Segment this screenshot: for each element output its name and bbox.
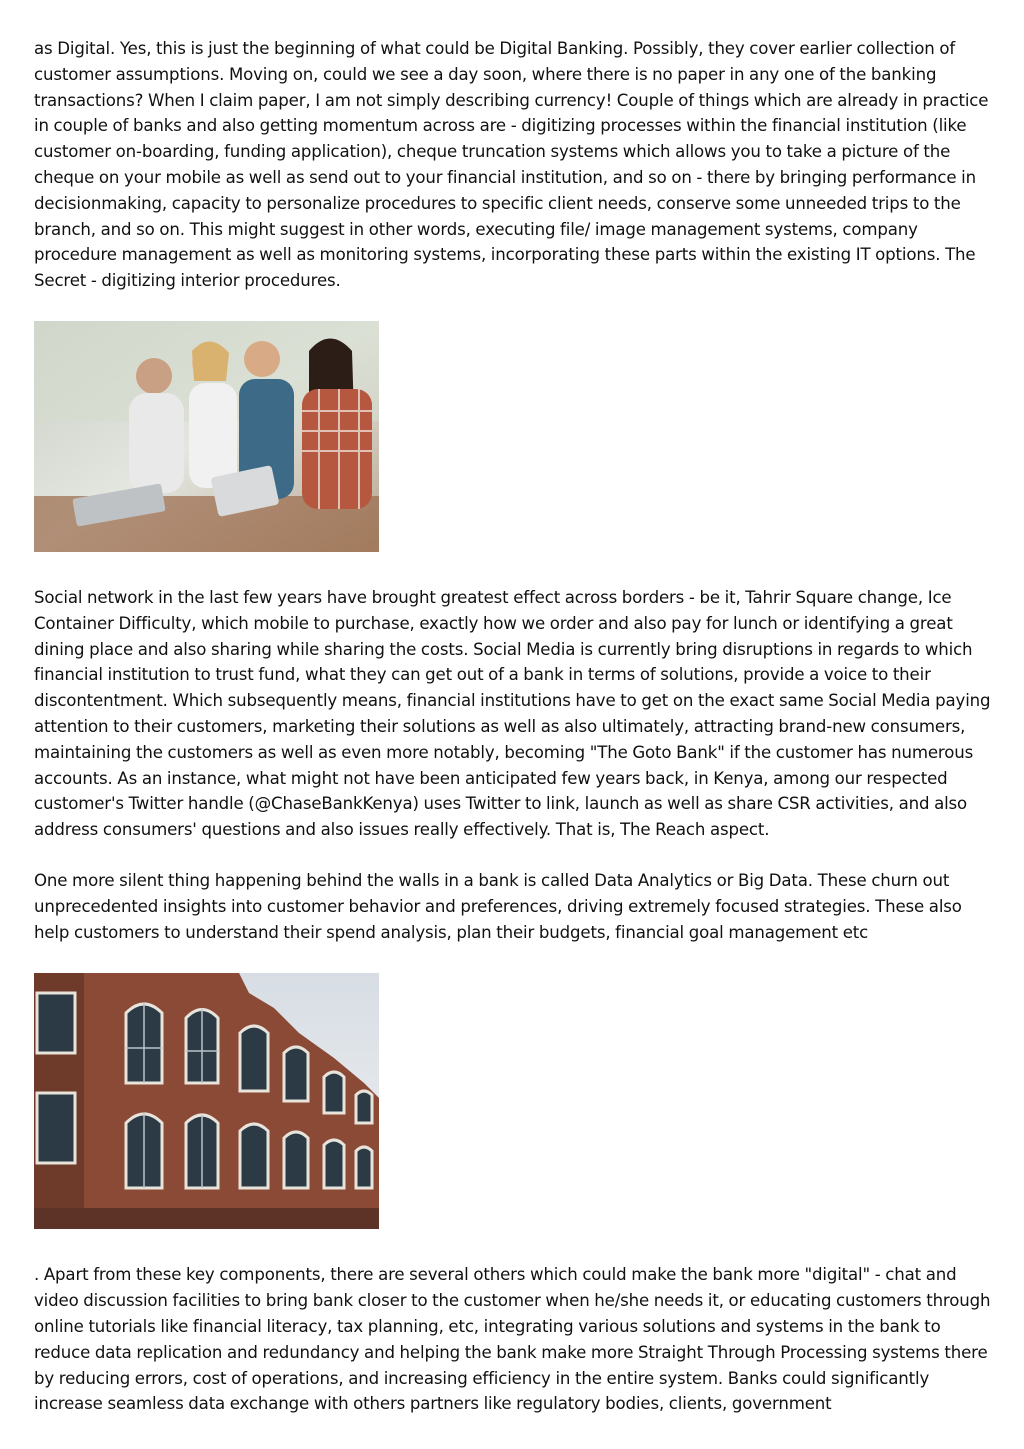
document-page: [34, 36, 994, 1417]
people-with-devices-photo: [34, 321, 379, 552]
paragraph-social-media: Social network in the last few years have brought greatest effect across borders - be it, Tahrir Square change, Ice Container Difficulty, which mobile to purchase, exactly how we order and also pay for lunch or identifying a great dining place and also sharing while sharing the costs. Social Media is currently bring disruptions in regards to which financial institution to trust fund, what they can get out of a bank in terms of solutions, provide a voice to their discontentment. Which subsequently means, financial institutions have to get on the exact same Social Media paying attention to their customers, marketing their solutions as well as also ultimately, attracting brand-new consumers, maintaining the customers as well as even more notably, becoming "The Goto Bank" if the customer has numerous accounts. As an instance, what might not have been anticipated few years back, in Kenya, among our respected customer's Twitter handle (@ChaseBankKenya) uses Twitter to link, launch as well as share CSR activities, and also address consumers' questions and also issues really effectively. That is, The Reach aspect.: [34, 587, 991, 840]
paragraph-data-analytics: One more silent thing happening behind the walls in a bank is called Data Analytics or Big Data. These churn out unprecedented insights into customer behavior and preferences, driving extremely focused strategies. These also help customers to understand their spend analysis, plan their budgets, financial goal management etc: [34, 870, 962, 942]
paragraph-other-components: . Apart from these key components, there are several others which could make the bank more "digital" - chat and video discussion facilities to bring bank closer to the customer when he/she needs it, or educating customers through online tutorials like financial literacy, tax planning, etc, integrating various solutions and systems in the bank to reduce data replication and redundancy and helping the bank make more Straight Through Processing systems there by reducing errors, cost of operations, and increasing efficiency in the entire system. Banks could significantly increase seamless data exchange with others partners like regulatory bodies, clients, government: [34, 1265, 991, 1414]
brick-building-photo: [34, 973, 379, 1229]
paragraph-intro: as Digital. Yes, this is just the beginning of what could be Digital Banking. Possibly, they cover earlier collection of customer assumptions. Moving on, could we see a day soon, where there is no paper in any one of the banking transactions? When I claim paper, I am not simply describing currency! Couple of things which are already in practice in couple of banks and also getting momentum across are - digitizing processes within the financial institution (like customer on-boarding, funding application), cheque truncation systems which allows you to take a picture of the cheque on your mobile as well as send out to your financial institution, and so on - there by bringing performance in decisionmaking, capacity to personalize procedures to specific client needs, conserve some unneeded trips to the branch, and so on. This might suggest in other words, executing file/ image management systems, company procedure management as well as monitoring systems, incorporating these parts within the existing IT options. The Secret - digitizing interior procedures.: [34, 39, 989, 291]
